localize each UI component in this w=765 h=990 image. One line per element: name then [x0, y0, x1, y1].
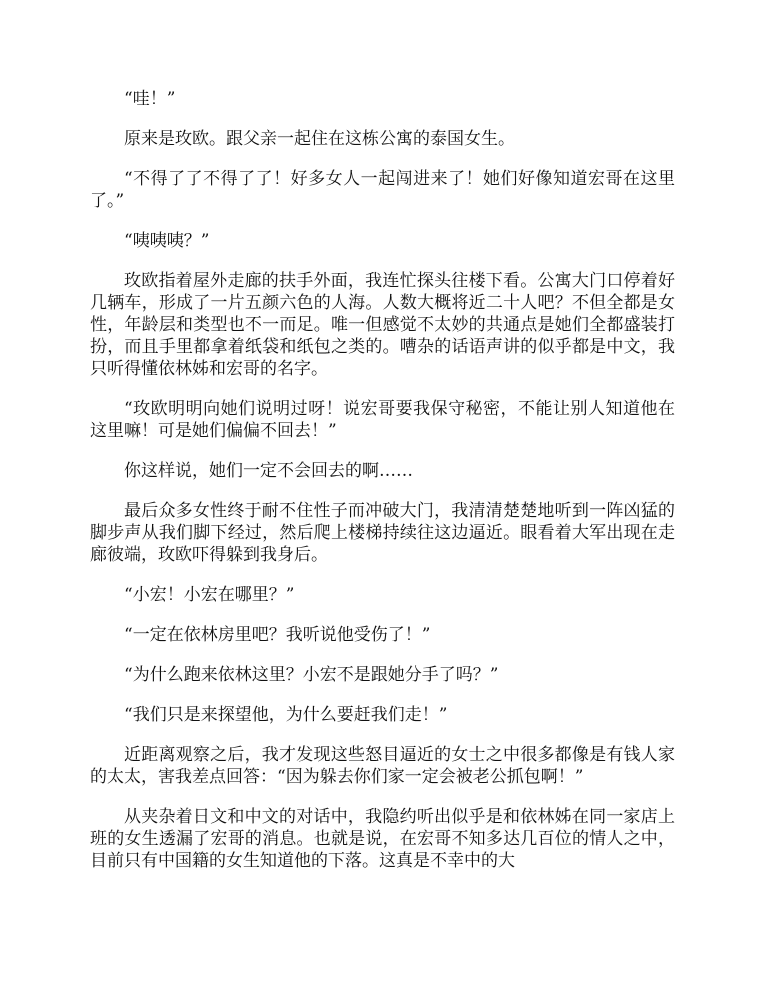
- paragraph: “咦咦咦？”: [124, 231, 210, 251]
- paragraph: 原来是玫欧。跟父亲一起住在这栋公寓的泰国女生。: [124, 129, 515, 149]
- paragraph: 玫欧指着屋外走廊的扶手外面，我连忙探头往楼下看。公寓大门口停着好几辆车，形成了一片五颜六色的人海。人数大概将近二十人吧？不但全都是女性，年龄层和类型也不一而足。唯一但感觉不太妙的共通点是她们全都盛装打扮，而且手里都拿着纸袋和纸包之类的。嘈杂的话语声讲的似乎都是中文，我只听得懂依林姊和宏哥的名字。: [90, 271, 675, 379]
- paragraph: “一定在依林房里吧？我听说他受伤了！”: [124, 625, 431, 645]
- paragraph: “小宏！小宏在哪里？”: [124, 585, 295, 605]
- paragraph: “哇！”: [124, 89, 176, 109]
- document-page: [90, 88, 675, 890]
- paragraph: 近距离观察之后，我才发现这些怒目逼近的女士之中很多都像是有钱人家的太太，害我差点回答：“因为躲去你们家一定会被老公抓包啊！”: [90, 745, 675, 787]
- paragraph: “为什么跑来依林这里？小宏不是跟她分手了吗？”: [124, 665, 499, 685]
- paragraph: 你这样说，她们一定不会回去的啊……: [124, 461, 413, 481]
- paragraph: 从夹杂着日文和中文的对话中，我隐约听出似乎是和依林姊在同一家店上班的女生透漏了宏哥的消息。也就是说，在宏哥不知多达几百位的情人之中，目前只有中国籍的女生知道他的下落。这真是不幸中的大: [90, 807, 675, 871]
- paragraph: “不得了了不得了了！好多女人一起闯进来了！她们好像知道宏哥在这里了。”: [90, 169, 675, 211]
- paragraph: 最后众多女性终于耐不住性子而冲破大门，我清清楚楚地听到一阵凶猛的脚步声从我们脚下经过，然后爬上楼梯持续往这边逼近。眼看着大军出现在走廊彼端，玫欧吓得躲到我身后。: [90, 501, 675, 565]
- paragraph: “我们只是来探望他，为什么要赶我们走！”: [124, 705, 448, 725]
- paragraph: “玫欧明明向她们说明过呀！说宏哥要我保守秘密，不能让别人知道他在这里嘛！可是她们偏偏不回去！”: [90, 399, 675, 441]
